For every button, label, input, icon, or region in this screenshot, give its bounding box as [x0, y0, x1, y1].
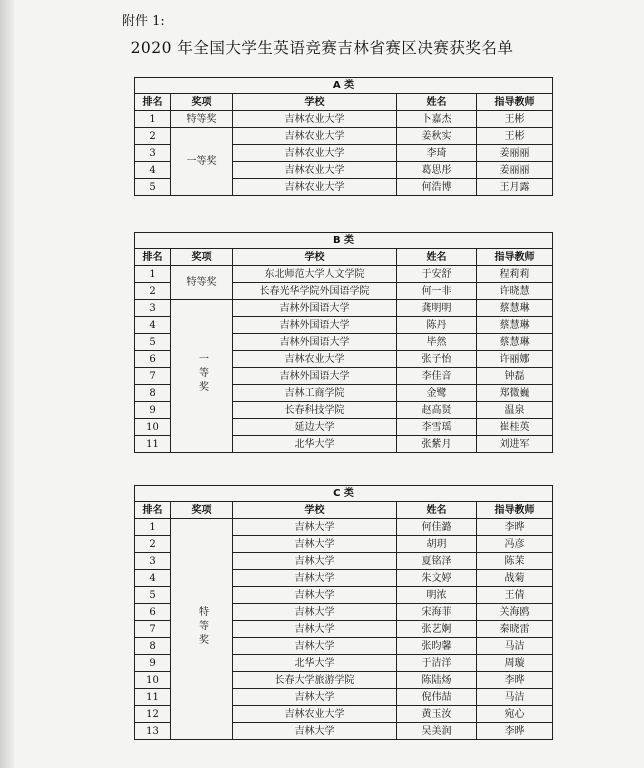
- rank-cell: 2: [135, 128, 171, 145]
- category-label: B 类: [135, 233, 553, 249]
- column-header: 指导教师: [477, 94, 553, 111]
- teacher-cell: 程莉莉: [477, 266, 553, 283]
- name-cell: 李雪瑶: [397, 419, 477, 436]
- rank-cell: 8: [135, 638, 171, 655]
- school-cell: 吉林外国语大学: [233, 334, 397, 351]
- name-cell: 张艺婀: [397, 621, 477, 638]
- rank-cell: 2: [135, 536, 171, 553]
- teacher-cell: 崔桂英: [477, 419, 553, 436]
- name-cell: 陈丹: [397, 317, 477, 334]
- rank-cell: 6: [135, 351, 171, 368]
- school-cell: 吉林工商学院: [233, 385, 397, 402]
- rank-cell: 9: [135, 655, 171, 672]
- name-cell: 李琦: [397, 145, 477, 162]
- school-cell: 吉林农业大学: [233, 111, 397, 128]
- rank-cell: 7: [135, 621, 171, 638]
- rank-cell: 3: [135, 553, 171, 570]
- teacher-cell: 郑微巍: [477, 385, 553, 402]
- school-cell: 吉林大学: [233, 553, 397, 570]
- rank-cell: 1: [135, 111, 171, 128]
- column-header: 指导教师: [477, 249, 553, 266]
- name-cell: 何佳潞: [397, 519, 477, 536]
- school-cell: 吉林大学: [233, 723, 397, 740]
- award-label: 特等奖: [186, 113, 217, 125]
- school-cell: 吉林大学: [233, 689, 397, 706]
- table-b: [134, 232, 553, 453]
- school-cell: 吉林外国语大学: [233, 300, 397, 317]
- school-cell: 吉林大学: [233, 638, 397, 655]
- school-cell: 吉林大学: [233, 519, 397, 536]
- rank-cell: 1: [135, 519, 171, 536]
- school-cell: 长春光华学院外国语学院: [233, 283, 397, 300]
- name-cell: 明浓: [397, 587, 477, 604]
- document-title: 2020 年全国大学生英语竞赛吉林省赛区决赛获奖名单: [130, 39, 514, 57]
- column-header: 姓名: [397, 94, 477, 111]
- rank-cell: 6: [135, 604, 171, 621]
- teacher-cell: 冯彦: [477, 536, 553, 553]
- rank-cell: 1: [135, 266, 171, 283]
- category-row: [135, 233, 553, 249]
- teacher-cell: 王月露: [477, 179, 553, 196]
- name-cell: 赵高贤: [397, 402, 477, 419]
- rank-cell: 12: [135, 706, 171, 723]
- rank-cell: 5: [135, 334, 171, 351]
- name-cell: 龚明明: [397, 300, 477, 317]
- rank-cell: 7: [135, 368, 171, 385]
- rank-cell: 10: [135, 419, 171, 436]
- award-label: 特等奖: [186, 277, 217, 288]
- school-cell: 吉林外国语大学: [233, 368, 397, 385]
- rank-cell: 10: [135, 672, 171, 689]
- school-cell: 吉林大学: [233, 536, 397, 553]
- teacher-cell: 关海鸥: [477, 604, 553, 621]
- rank-cell: 4: [135, 317, 171, 334]
- teacher-cell: 蔡慧琳: [477, 334, 553, 351]
- school-cell: 长春科技学院: [233, 402, 397, 419]
- name-cell: 夏铭泽: [397, 553, 477, 570]
- teacher-cell: 马洁: [477, 689, 553, 706]
- teacher-cell: 陈茉: [477, 553, 553, 570]
- column-header: 排名: [135, 249, 171, 266]
- award-cell: [171, 128, 233, 196]
- header-row: [135, 502, 553, 519]
- name-cell: 何浩博: [397, 179, 477, 196]
- teacher-cell: 姜丽丽: [477, 145, 553, 162]
- name-cell: 姜秋实: [397, 128, 477, 145]
- name-cell: 葛思彤: [397, 162, 477, 179]
- table-a: [134, 77, 553, 196]
- school-cell: 吉林大学: [233, 604, 397, 621]
- school-cell: 吉林农业大学: [233, 128, 397, 145]
- teacher-cell: 马洁: [477, 638, 553, 655]
- school-cell: 吉林农业大学: [233, 145, 397, 162]
- name-cell: 李佳音: [397, 368, 477, 385]
- table-row: [135, 111, 553, 128]
- teacher-cell: 秦晓雷: [477, 621, 553, 638]
- teacher-cell: 许晓慧: [477, 283, 553, 300]
- rank-cell: 4: [135, 162, 171, 179]
- rank-cell: 13: [135, 723, 171, 740]
- rank-cell: 9: [135, 402, 171, 419]
- rank-cell: 3: [135, 145, 171, 162]
- rank-cell: 11: [135, 436, 171, 453]
- teacher-cell: 宛心: [477, 706, 553, 723]
- column-header: 排名: [135, 94, 171, 111]
- award-label: 特等奖: [196, 605, 208, 648]
- rank-cell: 3: [135, 300, 171, 317]
- teacher-cell: 王彬: [477, 111, 553, 128]
- name-cell: 宋海菲: [397, 604, 477, 621]
- name-cell: 倪伟喆: [397, 689, 477, 706]
- name-cell: 于安舒: [397, 266, 477, 283]
- school-cell: 吉林农业大学: [233, 351, 397, 368]
- teacher-cell: 刘进军: [477, 436, 553, 453]
- teacher-cell: 蔡慧琳: [477, 300, 553, 317]
- name-cell: 吴美润: [397, 723, 477, 740]
- award-cell: [171, 519, 233, 740]
- name-cell: 卜嘉杰: [397, 111, 477, 128]
- column-header: 指导教师: [477, 502, 553, 519]
- teacher-cell: 战菊: [477, 570, 553, 587]
- rank-cell: 5: [135, 587, 171, 604]
- column-header: 姓名: [397, 502, 477, 519]
- teacher-cell: 李晔: [477, 519, 553, 536]
- school-cell: 吉林农业大学: [233, 179, 397, 196]
- school-cell: 北华大学: [233, 655, 397, 672]
- rank-cell: 4: [135, 570, 171, 587]
- rank-cell: 2: [135, 283, 171, 300]
- name-cell: 毕然: [397, 334, 477, 351]
- school-cell: 吉林外国语大学: [233, 317, 397, 334]
- column-header: 奖项: [171, 249, 233, 266]
- category-row: [135, 486, 553, 502]
- name-cell: 于洁洋: [397, 655, 477, 672]
- name-cell: 金鹭: [397, 385, 477, 402]
- name-cell: 张紫月: [397, 436, 477, 453]
- name-cell: 胡玥: [397, 536, 477, 553]
- rank-cell: 11: [135, 689, 171, 706]
- teacher-cell: 许丽娜: [477, 351, 553, 368]
- name-cell: 黄玉汝: [397, 706, 477, 723]
- school-cell: 吉林农业大学: [233, 162, 397, 179]
- table-row: [135, 266, 553, 283]
- column-header: 奖项: [171, 502, 233, 519]
- award-label: 一等奖: [186, 156, 217, 167]
- column-header: 排名: [135, 502, 171, 519]
- teacher-cell: 王倩: [477, 587, 553, 604]
- school-cell: 北华大学: [233, 436, 397, 453]
- column-header: 学校: [233, 249, 397, 266]
- rank-cell: 5: [135, 179, 171, 196]
- school-cell: 吉林大学: [233, 621, 397, 638]
- name-cell: 陈陆炀: [397, 672, 477, 689]
- name-cell: 何一非: [397, 283, 477, 300]
- school-cell: 吉林大学: [233, 587, 397, 604]
- header-row: [135, 249, 553, 266]
- column-header: 学校: [233, 502, 397, 519]
- award-cell: [171, 300, 233, 453]
- name-cell: 张子怡: [397, 351, 477, 368]
- teacher-cell: 蔡慧琳: [477, 317, 553, 334]
- attachment-label: 附件 1:: [122, 14, 165, 29]
- name-cell: 张昀馨: [397, 638, 477, 655]
- table-row: [135, 519, 553, 536]
- school-cell: 东北师范大学人文学院: [233, 266, 397, 283]
- award-label: 一等奖: [196, 352, 208, 395]
- rank-cell: 8: [135, 385, 171, 402]
- teacher-cell: 王彬: [477, 128, 553, 145]
- award-cell: [171, 111, 233, 128]
- teacher-cell: 周璇: [477, 655, 553, 672]
- header-row: [135, 94, 553, 111]
- school-cell: 长春大学旅游学院: [233, 672, 397, 689]
- page-edge-shadow: [0, 0, 14, 768]
- school-cell: 吉林农业大学: [233, 706, 397, 723]
- teacher-cell: 李晔: [477, 672, 553, 689]
- table-c: [134, 485, 553, 740]
- table-row: [135, 128, 553, 145]
- category-label: C 类: [135, 486, 553, 502]
- category-row: [135, 78, 553, 94]
- teacher-cell: 钟磊: [477, 368, 553, 385]
- table-row: [135, 300, 553, 317]
- school-cell: 延边大学: [233, 419, 397, 436]
- category-label: A 类: [135, 78, 553, 94]
- column-header: 姓名: [397, 249, 477, 266]
- column-header: 奖项: [171, 94, 233, 111]
- column-header: 学校: [233, 94, 397, 111]
- teacher-cell: 姜丽丽: [477, 162, 553, 179]
- teacher-cell: 李晔: [477, 723, 553, 740]
- award-cell: [171, 266, 233, 300]
- teacher-cell: 温泉: [477, 402, 553, 419]
- name-cell: 朱文婷: [397, 570, 477, 587]
- school-cell: 吉林大学: [233, 570, 397, 587]
